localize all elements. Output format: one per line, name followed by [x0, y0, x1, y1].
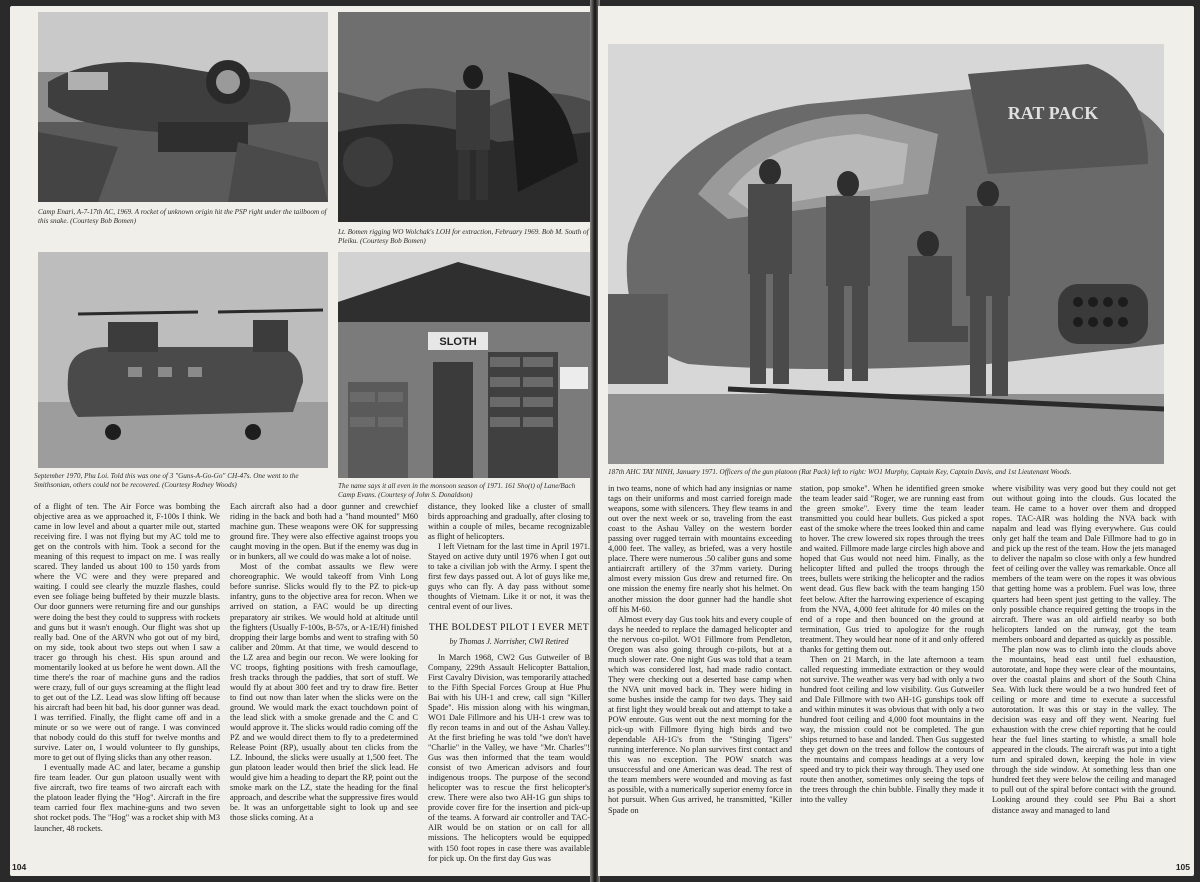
photo-chinook-caption: September 1970, Phu Loi. Told this was one of 3 "Guns-A-Go-Go" CH-47s. One went to the Smithsonian, others could not be recovered. (Courtesy Rodney Woods) [34, 472, 299, 489]
col1-paragraph: of a flight of ten. The Air Force was bombing the objective area as we approached it, F-100s I think. We came in low level and about a quarter mile out, started receiving fire. I was not flying but my AC told me to get on the controls with him. Took a second for the meaning of this request to impact on me. I was really scared. They landed us about 100 to 150 yards from where the VC were and they were prepared and waiting. I could see clearly the muzzle flashes, could even see foliage being buffeted by their muzzle blasts. Our door gunners were returning fire and our gunships were doing the best they could to suppress with rockets and guns but it wasn't enough. Our flight was shot up really bad. One of the ARVN who got out of my bird, on my side, took about two steps out when I saw a tracer go through his chest. His spun around and momentarily looked at us before he went down. All the time there's the roar of machine guns and the radios were crazy, full of our guys screaming at the flight lead to get out of the LZ. Lead was slow lifting off because his aircraft had been hit bad, his door gunner was dead. I was terrified. Finally, the flight came off and in a minute or so we were out of range. I was convinced that nobody could do this stuff for twelve months and survive. Later on, I would volunteer to fly gunships, more to get out of flying slicks than any other reason. [34, 502, 220, 763]
left-column-2 [230, 502, 418, 872]
col1-paragraph: I eventually made AC and later, became a gunship fire team leader. Our gun platoon usually went with five aircraft, two fire teams of two aircraft each with the platoon leader flying the "Hog". Aircraft in the fire team carried four flex machine-guns and two seven shot rocket pods. The "Hog" was a rocket ship with M3 launcher, 48 rockets. [34, 763, 220, 833]
right-column-1 [608, 484, 792, 870]
article-byline: by Thomas J. Norrisher, CWI Retired [449, 636, 569, 646]
photo-gun-platoon-officers [608, 44, 1164, 464]
right-page-number: 105 [1175, 862, 1190, 872]
photo-sandbag-hut-caption: The name says it all even in the monsoon season of 1971. 161 Sho(t) of Lane/Bach Camp Evans. (Courtesy of John S. Donaldson) [338, 482, 576, 499]
nose-art-text: RAT PACK [1007, 103, 1099, 123]
col2-paragraph: Each aircraft also had a door gunner and crewchief riding in the back and both had a "hand mounted" M60 machine gun. These weapons were OK for suppressing ground fire. They were also effective against troops you caught moving in the open. But if the enemy was dug in or in bunkers, all we could do was make a lot of noise. [230, 502, 418, 562]
col4-paragraph: in two teams, none of which had any insignias or name tags on their uniforms and most carried foreign made weapons, some with silencers. They flew teams in and out over the next week or so, traveling from the east coast to the Ashau Valley on the western border passing over rugged terrain with mountains exceeding 4,000 feet. The valley, as briefed, was a very hostile place. There were numerous .50 caliber guns and some antiaircraft artillery of the 37mm variety. During almost every mission Gus drew and returned fire. On one mission the enemy fire nearly shot his helmet. On another mission the door gunner had the handle shot off his M-60. [608, 484, 792, 614]
left-column-3 [428, 502, 590, 872]
col6-paragraph: The plan now was to climb into the clouds above the mountains, head east until fuel exhaustion, autorotate, and hope they were clear of the mountains, over the coastal plains and short of the South China Sea. With luck there would be a two hundred feet of ceiling or more and time to execute a successful autorotation. It was this or stay in the valley. The decision was easy and off they went. Nearing fuel exhaustion with the crew chief reporting that he could hear the fuel lines starting to whistle, a small hole appeared in the clouds. The aircraft was put into a tight turn and spiraled down, keeping the hole in view through the side window. At something less than one hundred feet they were below the ceiling and managed to pull out of the spiral before contact with the ground. Looking around they could see Phu Bai a short distance away and managed to land [992, 644, 1176, 815]
right-page [598, 6, 1194, 876]
col3-paragraph: distance, they looked like a cluster of small birds approaching and gradually, after closing to within a couple of miles, became recognizable as flight of helicopters. [428, 502, 590, 542]
col3-paragraph: In March 1968, CW2 Gus Gutweiler of B Company, 229th Assault Helicopter Battalion, First Cavalry Division, was temporarily attached to the Fifth Special Forces Group at Hue Phu Bai with his UH-1 and crew, call sign "Killer Spade". His mission along with his wingman, WO1 Dale Fillmore and his UH-1 crew was to fly recon teams in and out of the Ashau Valley. At the first briefing he was told "we don't have "Charlie" in the Valley, we have "Mr. Charles"! Gus was then informed that the team would consist of two American advisors and four indigenous troops. The purpose of the second helicopter was to rescue the first helicopter's crew. There were also two AH-1G gun ships to provide cover fire for the insertion and pick-up of the teams. A forward air controller and TAC-AIR would be on station or on call for all missions. The helicopters would be equipped with 150 foot ropes in case there was available for pick up. On the first day Gus was [428, 652, 590, 863]
section-title: THE BOLDEST PILOT I EVER MET [428, 621, 590, 633]
col4-paragraph: Almost every day Gus took hits and every couple of days he needed to replace the damaged helicopter and the nervous co-pilot. WO1 Fillmore from Pendleton, Oregon was also going through co-pilots, but at a much slower rate. One night Gus was told that a team which was considered lost, had made radio contact. They were checking out a deserted base camp when the NVA unit moved back in. They were hiding in some bushes inside the camp for two days. They said at first light they would break out and attempt to take a POW enroute. Gus went out the next morning for the pick-up with Fillmore flying high birds and two dependable AH-1G's from the "Stinging Tigers" running interference. No plan survives first contact and this was no exception. The POW snatch was unsuccessful and one American was dead. The rest of the team members were wounded and moving as fast as possible, with a numerically superior enemy force in hot pursuit. When Gus arrived, he transmitted, "Killer Spade on [608, 614, 792, 815]
right-column-3 [992, 484, 1176, 870]
photo-soldier-jungle-caption: Lt. Bomen rigging WO Wolchak's LOH for extraction, February 1969. Bob M. South of Pleiku. (Courtesy Bob Bomen) [338, 228, 589, 245]
photo-damaged-cobra-caption: Camp Enari, A-7-17th AC, 1969. A rocket of unknown origin hit the PSP right under the tailboom of this snake. (Courtesy Bob Bomen) [38, 208, 327, 225]
left-page [10, 6, 592, 876]
photo-gun-platoon-officers-caption: 187th AHC TAY NINH, January 1971. Officers of the gun platoon (Rat Pack) left to right: WO1 Murphy, Captain Key, Captain Davis, and 1st Lieutenant Woods. [608, 468, 1072, 476]
col2-paragraph: Most of the combat assaults we flew were choreographic. We would takeoff from Vinh Long before sunrise. Slicks would fly to the PZ to pick-up infantry, guns to the objective area for recon. When we arrived on station, a FAC would be up directing preparatory air strikes. We would hold at altitude until the fighters (Usually F-100s, B-57s, or A-1E/H) finished dropping their large bombs and went to strafing with 50 caliber and 20mm. At that time, we would descend to the LZ area and begin our recon. We were looking for VC troops, fighting positions with fresh camouflage, fresh tracks through the paddies, that sort of stuff. We would fly at about 300 feet and try to draw fire. Better to find out now than later when the slicks were on the ground. We would mark the exact touchdown point of the lead slick with a smoke grenade and the C and C would approve it. The slicks would radio coming off the PZ and we would direct them to fly to a predetermined Release Point (RP), usually about ten clicks from the LZ. Inbound, the slicks were usually at 1,500 feet. The gun platoon leader would then brief the slick lead. He would give him a heading to depart the RP, point out the smoke mark on the LZ, state the heading for the final approach, and describe what the suppressive fires would be. It was an unforgettable sight to look up and see those slicks coming. At a [230, 562, 418, 823]
photo-soldier-jungle-image [338, 12, 592, 222]
left-column-1 [34, 502, 220, 872]
left-page-number: 104 [12, 862, 27, 872]
col3-paragraph: I left Vietnam for the last time in April 1971. Stayed on active duty until 1976 when I got out to take a civilian job with the Army. I spent the first few days passed out. A lot of guys like me, guys who can fly. A day pass without some thoughts of Vietnam. Like it or not, it was the central event of our lives. [428, 542, 590, 612]
photo-soldier-jungle [338, 12, 592, 222]
photo-damaged-cobra [38, 12, 328, 202]
photo-chinook [38, 252, 328, 468]
right-column-2 [800, 484, 984, 870]
photo-sandbag-hut-image [338, 252, 592, 478]
col5-paragraph: station, pop smoke". When he identified green smoke the team leader said "Roger, we are running east from the green smoke". Every time the team leader transmitted you could hear bullets. Gus picked a spot east of the smoke where the trees looked thin and came to hover. The crew lowered six ropes through the trees and waited. Fillmore made large circles high above and hoped that Gus would not need him. Finally, as the helicopter lifted and pulled the troops through the trees, bullets were striking the helicopter and the radios went dead. Gus flew back with the team hanging 150 feet below. After the harrowing experience of escaping from the NVA, 4,000 feet altitude for 40 miles on the end of a rope and then bounced on the ground at termination, Gus tried to apologize for the rough treatment. They would hear none of it and only offered thanks for getting them out. [800, 484, 984, 654]
photo-gun-platoon-officers-image [608, 44, 1164, 464]
col5-paragraph: Then on 21 March, in the late afternoon a team called requesting immediate extraction or they would not survive. The weather was very bad with only a two hundred foot ceiling and low visibility. Gus Gutweiler and Dale Fillmore with two AH-1G gunships took off and within minutes it was obvious that with only a two hundred foot ceiling and 4,000 foot mountains in the way, the mission could not be completed. The gun ships returned to base and landed. Then Gus suggested they get down on the trees and follow the contours of the mountains and compass headings at a very low speed and try to pick their way through. They used one route then another, sometimes only seeing the tops of the trees through the chin bubble. Finally they made it into the valley [800, 654, 984, 805]
photo-damaged-cobra-image [38, 12, 328, 202]
hut-sign-text: SLOTH [439, 336, 477, 348]
photo-sandbag-hut [338, 252, 592, 478]
photo-chinook-image [38, 252, 328, 468]
col6-paragraph: where visibility was very good but they could not get out without going into the clouds. Gus located the team. He came to a hover over them and dropped ropes. TAC-AIR was holding the NVA back with napalm and lead was flying everywhere. Gus could only get half the team and Dale Fillmore had to go in and pick up the rest of the team. How the jets managed to deliver the napalm so close with only a few hundred feet of ceiling over the valley was remarkable. Once all members of the team were on the ropes it was obvious that getting home was a problem. Fuel was low, three quarters had been spent just getting to the valley. The only possible chance required getting the troops in the aircraft. There was an old airfield nearby so both helicopters landed on the runway, got the team members onboard and departed as quickly as possible. [992, 484, 1176, 644]
